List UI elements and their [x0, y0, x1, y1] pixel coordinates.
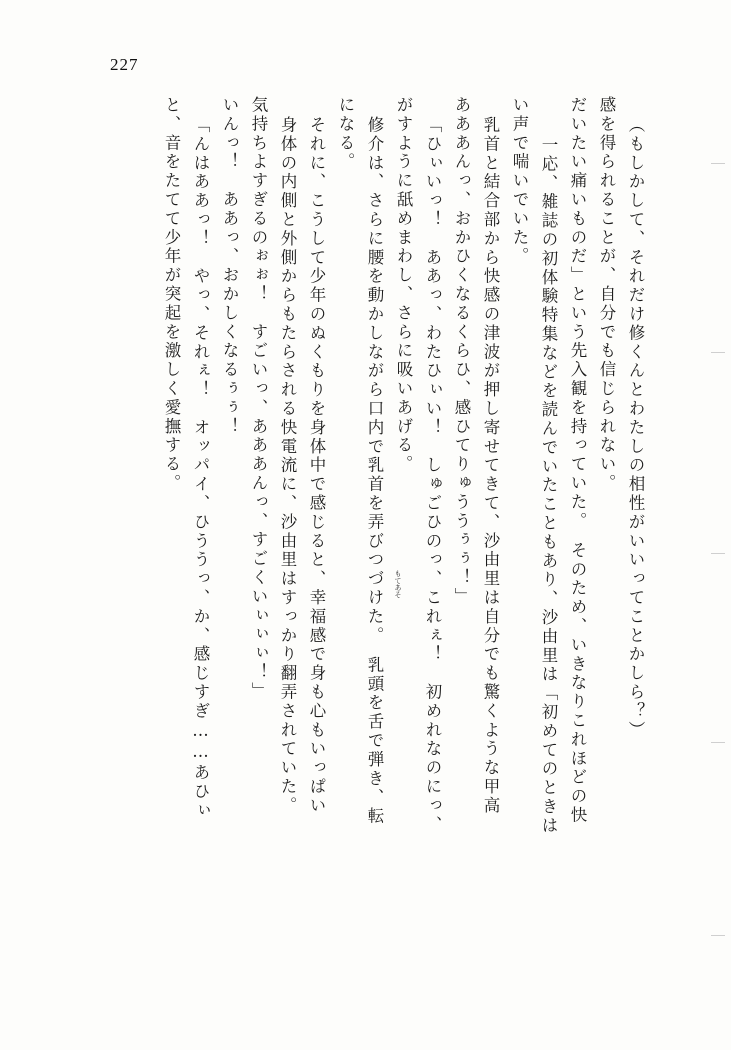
- edge-mark: [711, 163, 725, 164]
- ruby-annotation: もてあそ: [394, 570, 402, 598]
- edge-mark: [711, 553, 725, 554]
- text-column: 身体の内側と外側からもたらされる快電流に、沙由里はすっかり翻弄されていた。: [278, 116, 297, 816]
- text-column: になる。: [336, 96, 355, 172]
- text-column: 「ひぃいっ！ ああっ、わたひぃい！ しゅごひのっ、これぇ！ 初めれなのにっ、: [423, 116, 442, 835]
- edge-mark: [711, 935, 725, 936]
- text-column: あああんっ、おかひくなるくらひ、感ひてりゅううぅぅ！」: [452, 96, 471, 607]
- text-column: 感を得られることが、自分でも信じられない。: [597, 96, 616, 493]
- text-column: 「んはああっ！ やっ、それぇ！ オッパイ、ひううっ、か、感じすぎ……あひぃ: [191, 116, 210, 821]
- edge-mark: [711, 742, 725, 743]
- vertical-text-block: [150, 96, 643, 926]
- page-number: 227: [110, 55, 139, 74]
- text-column: 一応、雑誌の初体験特集などを読んでいたこともあり、沙由里は「初めてのときは: [539, 136, 558, 836]
- text-column: だいたい痛いものだ」という先入観を持っていた。 そのため、いきなりこれほどの快: [568, 96, 587, 825]
- text-column: （もしかして、それだけ修くんとわたしの相性がいいってことかしら？）: [626, 116, 645, 740]
- text-column: 乳首と結合部から快感の津波が押し寄せてきて、沙由里は自分でも驚くような甲高: [481, 116, 500, 816]
- text-column: 気持ちよすぎるのぉぉ！ すごいっ、あああんっ、すごくいぃぃぃ！」: [249, 96, 268, 701]
- text-column: い声で喘いでいた。: [510, 96, 529, 267]
- text-column: 修介は、さらに腰を動かしながら口内で乳首を弄びつづけた。 乳頭を舌で弾き、転: [365, 116, 384, 826]
- edge-mark: [711, 352, 725, 353]
- text-column: と、音をたてて少年が突起を激しく愛撫する。: [162, 96, 181, 493]
- text-column: いんっ！ ああっ、おかしくなるぅぅ！: [220, 96, 239, 437]
- text-column: がすように舐めまわし、さらに吸いあげる。: [394, 96, 413, 474]
- text-column: それに、こうして少年のぬくもりを身体中で感じると、幸福感で身も心もいっぱい: [307, 116, 326, 816]
